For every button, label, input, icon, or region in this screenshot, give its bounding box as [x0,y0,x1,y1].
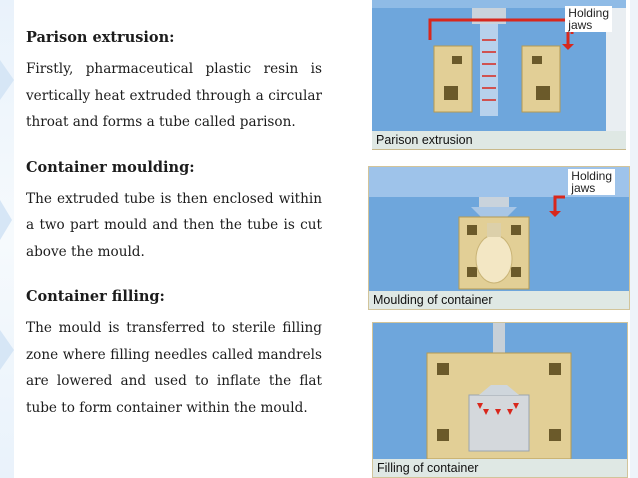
moulding-container-figure [368,166,630,310]
label-line: jaws [571,181,596,195]
holding-jaws-label [568,169,615,195]
filling-diagram [373,323,628,478]
section-body: The extruded tube is then enclosed within a two part mould and then the tube is cut above the mould. [26,190,322,260]
band-triangles [0,0,14,478]
section-heading: Container moulding: [26,158,195,176]
section-container-moulding [26,158,322,266]
text-column [26,28,322,441]
figure-caption: Moulding of container [369,291,629,309]
section-body: Firstly, pharmaceutical plastic resin is vertically heat extruded through a circular throat and forms a tube called parison. [26,61,322,130]
label-line: Holding [568,6,609,20]
figure-caption: Filling of container [373,459,627,477]
left-decorative-band [0,0,14,478]
label-line: Holding [571,169,612,183]
section-container-filling [26,287,322,421]
label-line: jaws [568,18,593,32]
figure-caption: Parison extrusion [372,131,626,149]
section-heading: Container filling: [26,288,165,305]
section-parison-extrusion [26,28,322,136]
parison-extrusion-figure [372,0,626,150]
filling-container-figure [372,322,628,478]
right-decorative-band [630,0,638,478]
section-heading: Parison extrusion: [26,29,175,46]
holding-jaws-label [565,6,612,32]
section-body: The mould is transferred to sterile filling zone where filling needles called mandrels are lowered and used to inflate the flat tube to form container within the mould. [26,320,322,416]
